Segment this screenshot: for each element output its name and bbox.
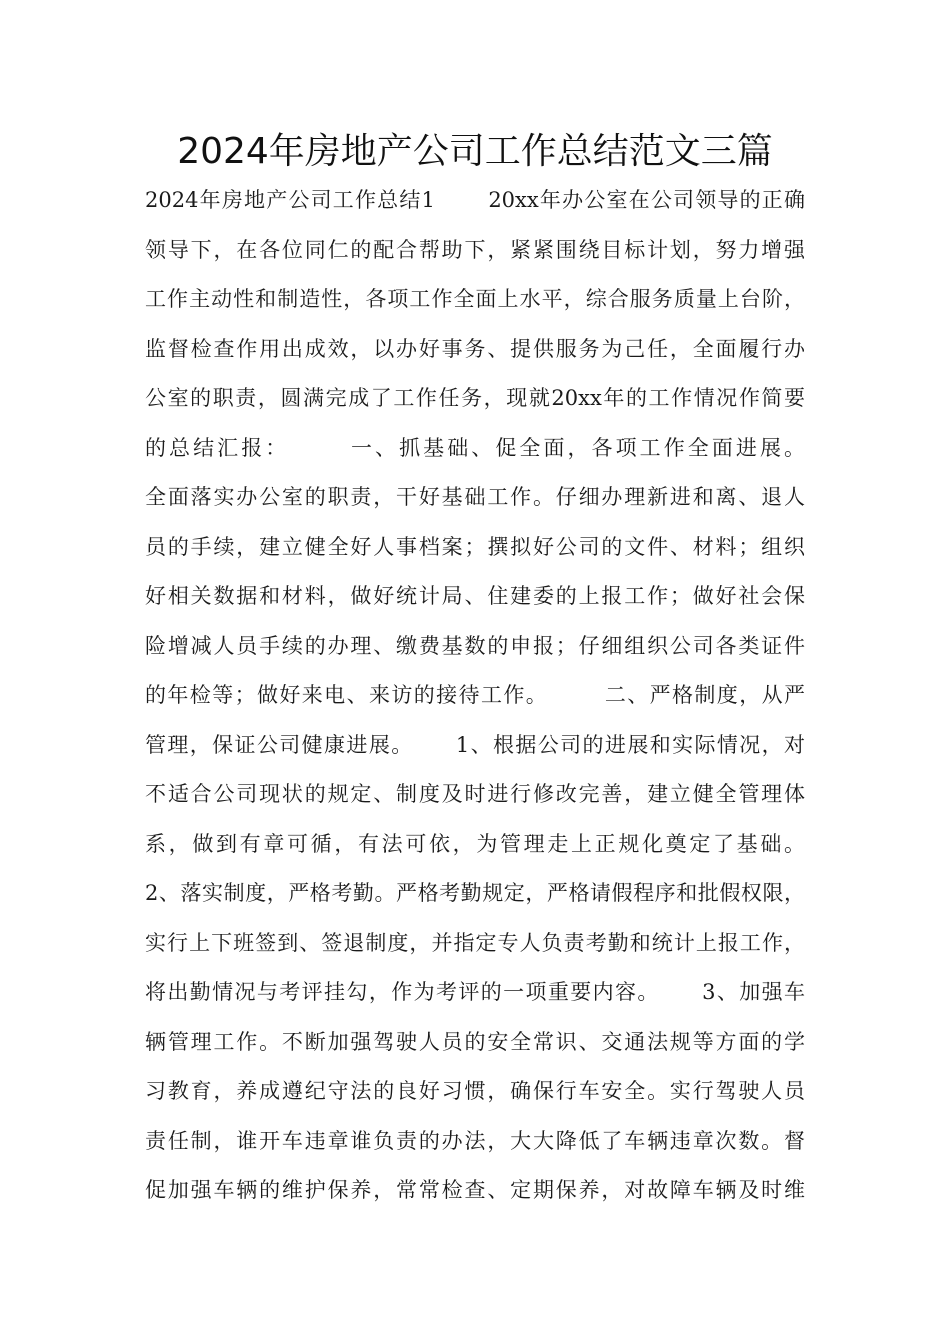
body-line: 责任制，谁开车违章谁负责的办法，大大降低了车辆违章次数。督 [145,1128,805,1153]
body-line: 全面落实办公室的职责，干好基础工作。仔细办理新进和离、退人 [145,485,805,509]
body-line: 辆管理工作。不断加强驾驶人员的安全常识、交通法规等方面的学 [145,1029,805,1054]
body-line: 险增减人员手续的办理、缴费基数的申报；仔细组织公司各类证件 [145,633,805,658]
body-line: 公室的职责，圆满完成了工作任务，现就20xx年的工作情况作简要 [145,386,805,410]
body-line: 促加强车辆的维护保养，常常检查、定期保养，对故障车辆及时维 [145,1178,805,1202]
body-line: 系，做到有章可循，有法可依，为管理走上正规化奠定了基础。 [145,831,805,856]
body-line: 领导下，在各位同仁的配合帮助下，紧紧围绕目标计划，努力增强 [145,237,805,262]
body-line: 的年检等；做好来电、来访的接待工作。 二、严格制度，从严 [145,683,805,707]
body-line: 的总结汇报： 一、抓基础、促全面，各项工作全面进展。 [145,435,805,460]
document-title: 2024年房地产公司工作总结范文三篇 [177,131,773,172]
body-line: 监督检查作用出成效，以办好事务、提供服务为己任，全面履行办 [145,336,805,361]
body-line: 实行上下班签到、签退制度，并指定专人负责考勤和统计上报工作， [145,930,805,955]
body-line: 好相关数据和材料，做好统计局、住建委的上报工作；做好社会保 [145,584,805,608]
body-line: 2024年房地产公司工作总结1 20xx年办公室在公司领导的正确 [145,188,805,212]
body-line: 2、落实制度，严格考勤。严格考勤规定，严格请假程序和批假权限， [145,881,805,905]
body-line: 习教育，养成遵纪守法的良好习惯，确保行车安全。实行驾驶人员 [145,1079,805,1103]
document-body [145,182,805,1222]
body-line: 将出勤情况与考评挂勾，作为考评的一项重要内容。 3、加强车 [145,980,805,1004]
body-line: 管理，保证公司健康进展。 1、根据公司的进展和实际情况，对 [145,732,805,757]
body-line: 不适合公司现状的规定、制度及时进行修改完善，建立健全管理体 [145,782,805,806]
body-line: 工作主动性和制造性，各项工作全面上水平，综合服务质量上台阶， [145,287,805,311]
body-line: 员的手续，建立健全好人事档案；撰拟好公司的文件、材料；组织 [145,534,805,559]
